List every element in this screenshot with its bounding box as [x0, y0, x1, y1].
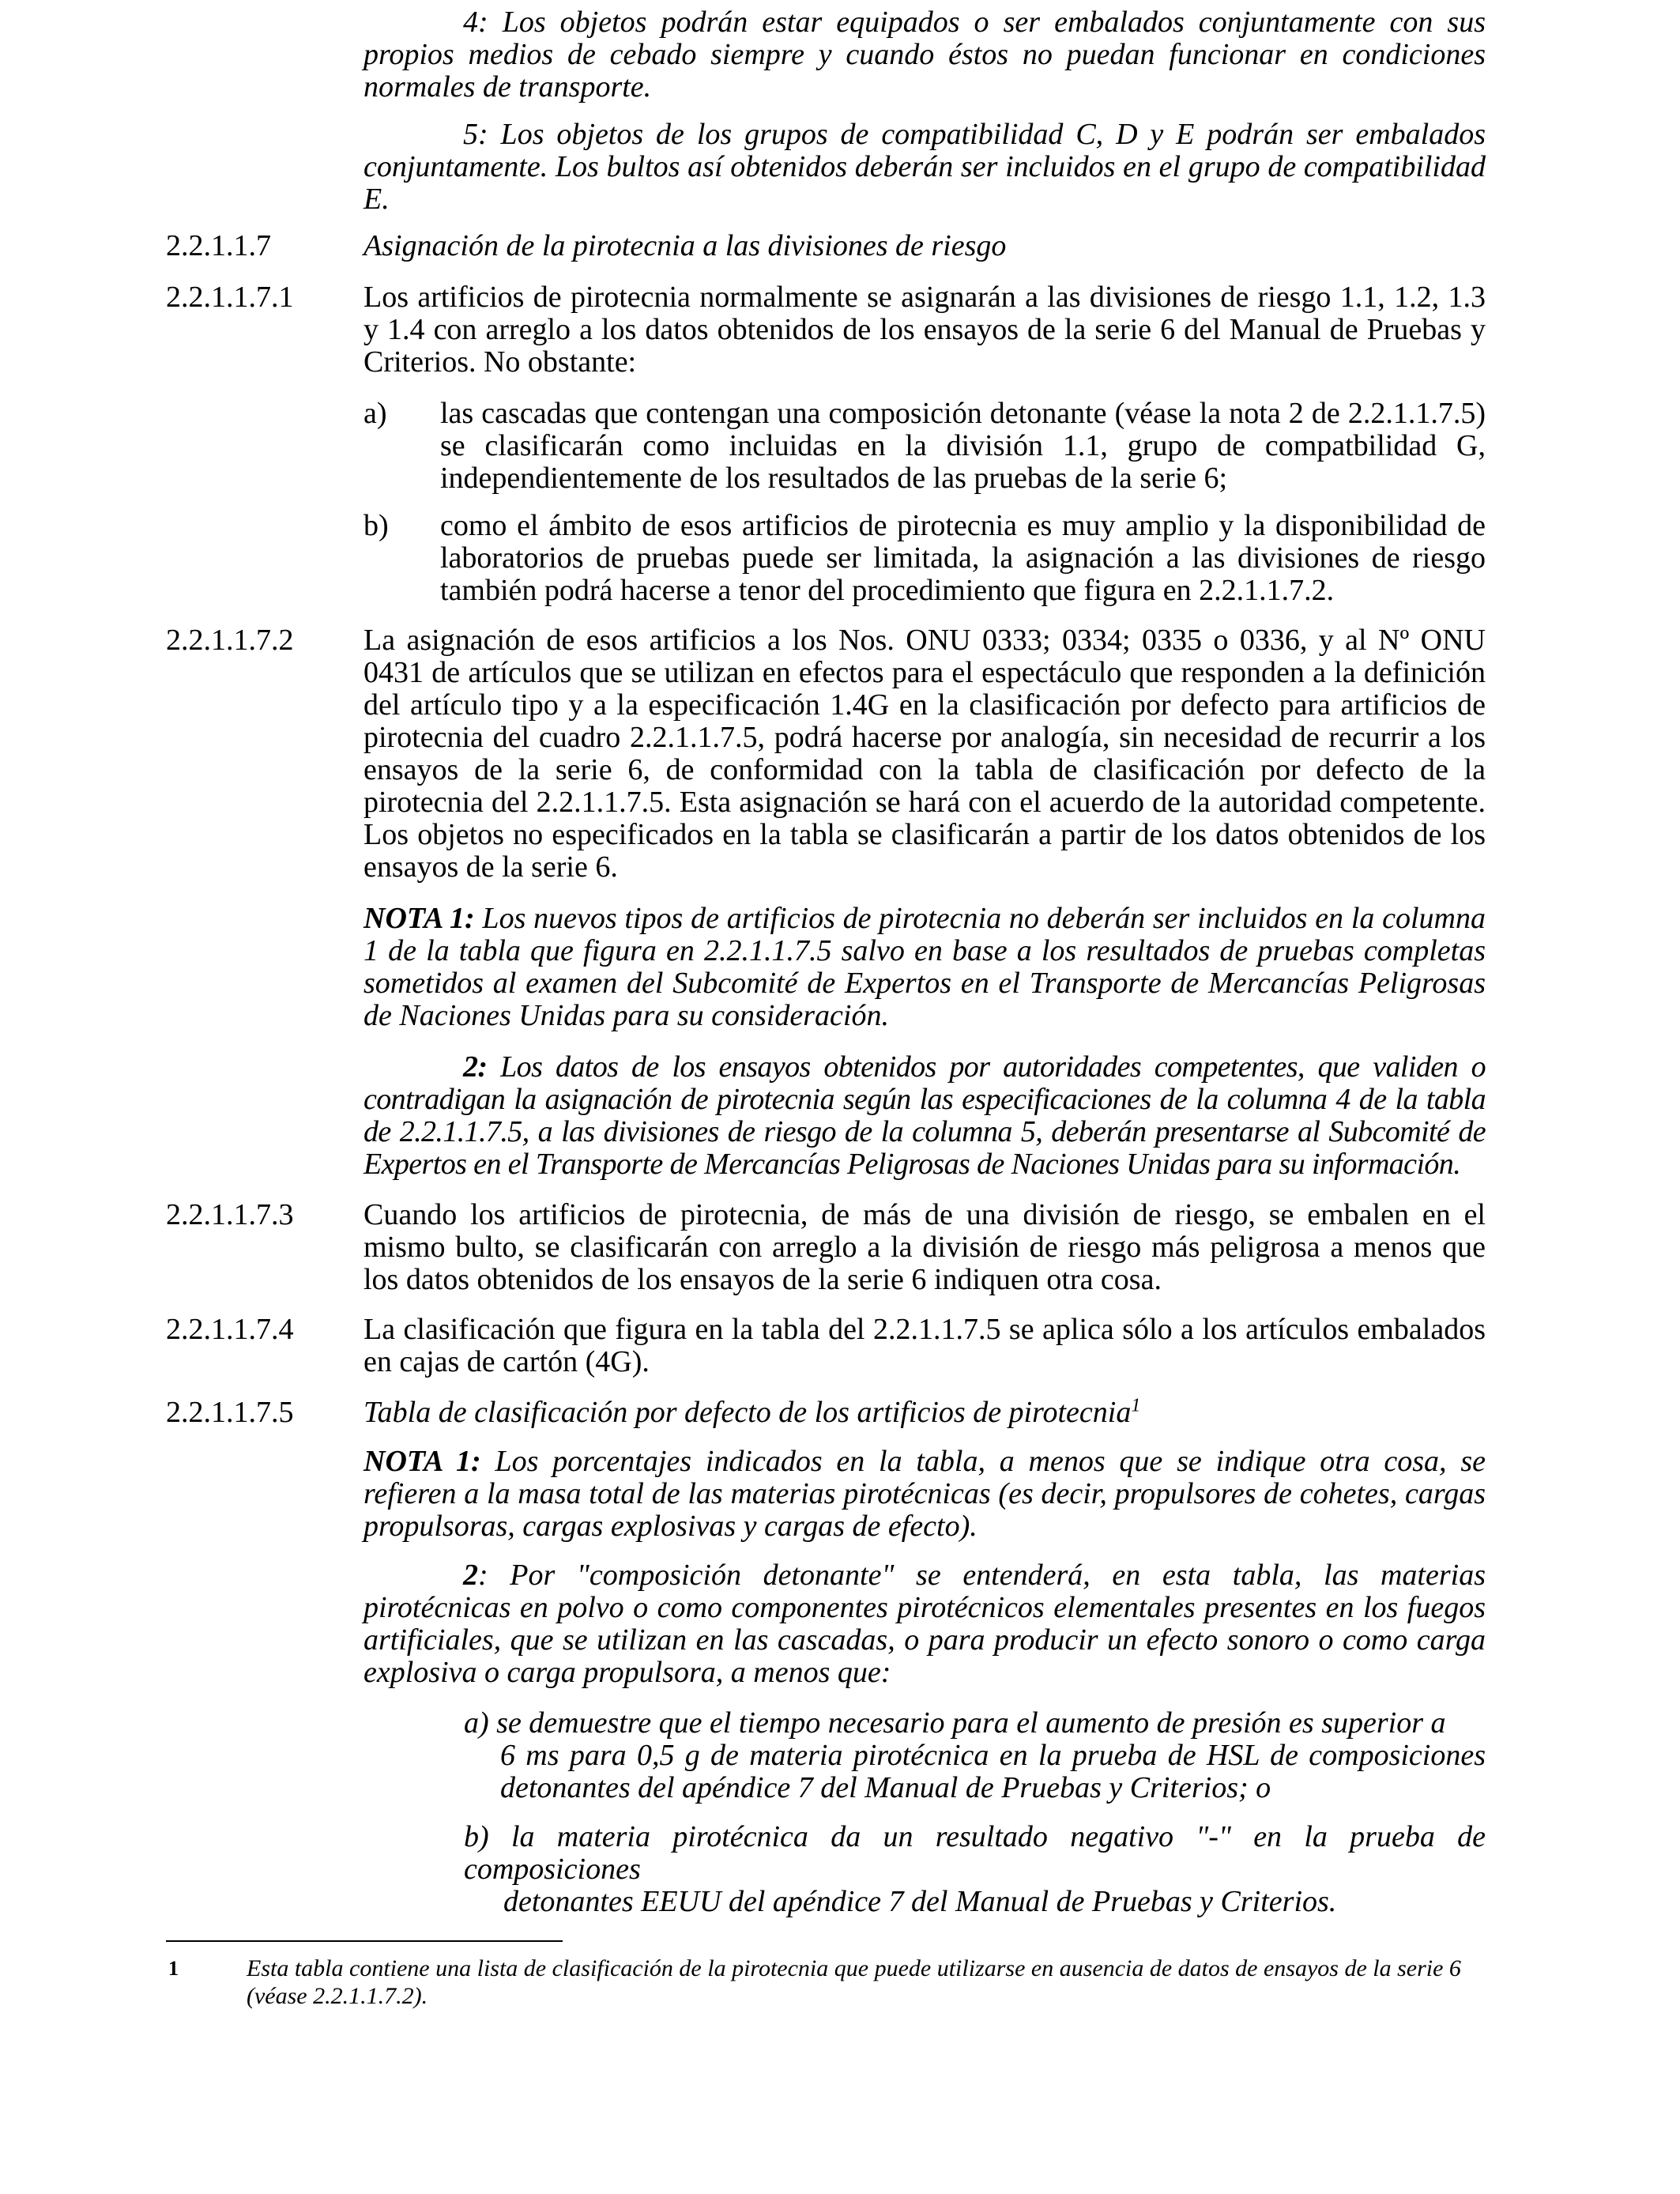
note-2-text-7-5: : Por "composición detonante" se entenderá, en esta tabla, las materias pirotécnicas en polvo o como componentes pirotécnicos elementales presentes en los fuegos artificiales, que se utilizan en las cascadas, o para producir un efecto sonoro o como carga explosiva o carga propulsora, a menos que: — [363, 1559, 1486, 1689]
note-2-text-7-2: Los datos de los ensayos obtenidos por autoridades competentes, que validen o contradigan la asignación de pirotecnia según las especificaciones de la columna 4 de la tabla de 2.2.1.1.7.5, a las divisiones de riesgo de la columna 5, deberán presentarse al Subcomité de Expertos en el Transporte de Mercancías Peligrosas de Naciones Unidas para su información. — [363, 1050, 1486, 1181]
note-4-text: : Los objetos podrán estar equipados o ser embalados conjuntamente con sus propios medios de cebado siempre y cuando éstos no puedan funcionar en condiciones normales de transporte. — [363, 6, 1486, 104]
section-number-2-2-1-1-7-4: 2.2.1.1.7.4 — [166, 1313, 294, 1346]
list-label-a: a) — [363, 397, 387, 430]
section-number-2-2-1-1-7: 2.2.1.1.7 — [166, 229, 271, 262]
sub-item-a-first-line: a) se demuestre que el tiempo necesario para el aumento de presión es superior a — [464, 1706, 1446, 1740]
note-2-paragraph-7-2 — [363, 1051, 1486, 1181]
section-title-text-7-5: Tabla de clasificación por defecto de los artificios de pirotecnia — [363, 1396, 1132, 1429]
note-1-text-7-5: Los porcentajes indicados en la tabla, a menos que se indique otra cosa, se refieren a la masa total de las materias pirotécnicas (es decir, propulsores de cohetes, cargas propulsoras, cargas explosivas y cargas de efecto). — [363, 1445, 1486, 1543]
note-5-number: 5 — [463, 118, 478, 151]
note-1-paragraph-7-2 — [363, 903, 1486, 1032]
footnote-mark: 1 — [168, 1957, 179, 1980]
section-text-2-2-1-1-7-4: La clasificación que figura en la tabla del 2.2.1.1.7.5 se aplica sólo a los artículos embalados en cajas de cartón (4G). — [363, 1313, 1486, 1378]
sub-item-b-7-5 — [464, 1821, 1486, 1918]
note-1-label-7-5: NOTA 1: — [363, 1445, 481, 1478]
section-title-2-2-1-1-7-5 — [363, 1397, 1486, 1429]
section-text-2-2-1-1-7-3: Cuando los artificios de pirotecnia, de más de una división de riesgo, se embalen en el mismo bulto, se clasificarán con arreglo a la división de riesgo más peligrosa a menos que los datos obtenidos de los ensayos de la serie 6 indiquen otra cosa. — [363, 1198, 1486, 1296]
note-5-paragraph — [363, 119, 1486, 216]
section-number-2-2-1-1-7-3: 2.2.1.1.7.3 — [166, 1198, 294, 1231]
list-label-b: b) — [363, 509, 389, 542]
sub-item-a-7-5 — [464, 1707, 1486, 1804]
note-2-label-7-5: 2 — [463, 1559, 478, 1592]
note-1-text-7-2: Los nuevos tipos de artificios de pirotecnia no deberán ser incluidos en la columna 1 de la tabla que figura en 2.2.1.1.7.5 salvo en base a los resultados de pruebas completas sometidos al examen del Subcomité de Expertos en el Transporte de Mercancías Peligrosas de Naciones Unidas para su consideración. — [363, 902, 1486, 1032]
note-4-number: 4 — [463, 6, 478, 39]
note-5-text: : Los objetos de los grupos de compatibilidad C, D y E podrán ser embalados conjuntamente. Los bultos así obtenidos deberán ser incluidos en el grupo de compatibilidad E. — [363, 118, 1486, 216]
footnote-reference: 1 — [1131, 1395, 1141, 1416]
footnote-separator — [166, 1940, 563, 1942]
list-item-a: las cascadas que contengan una composición detonante (véase la nota 2 de 2.2.1.1.7.5) se clasificarán como incluidas en la división 1.1, grupo de compatbilidad G, independientemente de los resultados de las pruebas de la serie 6; — [440, 397, 1486, 495]
note-1-label-7-2: NOTA 1: — [363, 902, 475, 935]
list-item-b: como el ámbito de esos artificios de pirotecnia es muy amplio y la disponibilidad de laboratorios de pruebas puede ser limitada, la asignación a las divisiones de riesgo también podrá hacerse a tenor del procedimiento que figura en 2.2.1.1.7.2. — [440, 509, 1486, 607]
section-text-2-2-1-1-7-1: Los artificios de pirotecnia normalmente se asignarán a las divisiones de riesgo 1.1, 1.2, 1.3 y 1.4 con arreglo a los datos obtenidos de los ensayos de la serie 6 del Manual de Pruebas y Criterios. No obstante: — [363, 281, 1486, 379]
footnote-text: Esta tabla contiene una lista de clasificación de la pirotecnia que puede utilizarse en ausencia de datos de ensayos de la serie 6 (véase 2.2.1.1.7.2). — [247, 1955, 1461, 2009]
note-2-paragraph-7-5 — [363, 1559, 1486, 1689]
section-text-2-2-1-1-7-2: La asignación de esos artificios a los Nos. ONU 0333; 0334; 0335 o 0336, y al Nº ONU 0431 de artículos que se utilizan en efectos para el espectáculo que responden a la definición del artículo tipo y a la especificación 1.4G en la clasificación por defecto para artificios de pirotecnia del cuadro 2.2.1.1.7.5, podrá hacerse por analogía, sin necesidad de recurrir a los ensayos de la serie 6, de conformidad con la tabla de clasificación por defecto de la pirotecnia del 2.2.1.1.7.5. Esta asignación se hará con el acuerdo de la autoridad competente. Los objetos no especificados en la tabla se clasificarán a partir de los datos obtenidos de los ensayos de la serie 6. — [363, 624, 1486, 884]
sub-item-b-rest: detonantes EEUU del apéndice 7 del Manual de Pruebas y Criterios. — [503, 1885, 1337, 1918]
section-title-2-2-1-1-7: Asignación de la pirotecnia a las divisiones de riesgo — [363, 229, 1007, 262]
sub-item-a-rest: 6 ms para 0,5 g de materia pirotécnica en la prueba de HSL de composiciones detonantes del apéndice 7 del Manual de Pruebas y Criterios; o — [500, 1739, 1486, 1804]
section-number-2-2-1-1-7-1: 2.2.1.1.7.1 — [166, 281, 294, 314]
section-number-2-2-1-1-7-5: 2.2.1.1.7.5 — [166, 1396, 294, 1429]
section-number-2-2-1-1-7-2: 2.2.1.1.7.2 — [166, 624, 294, 657]
note-1-paragraph-7-5 — [363, 1446, 1486, 1543]
note-2-label-7-2: 2: — [463, 1050, 488, 1084]
sub-item-b-first-line: b) la materia pirotécnica da un resultado negativo "-" en la prueba de composiciones — [464, 1820, 1486, 1886]
note-4-paragraph — [363, 6, 1486, 104]
